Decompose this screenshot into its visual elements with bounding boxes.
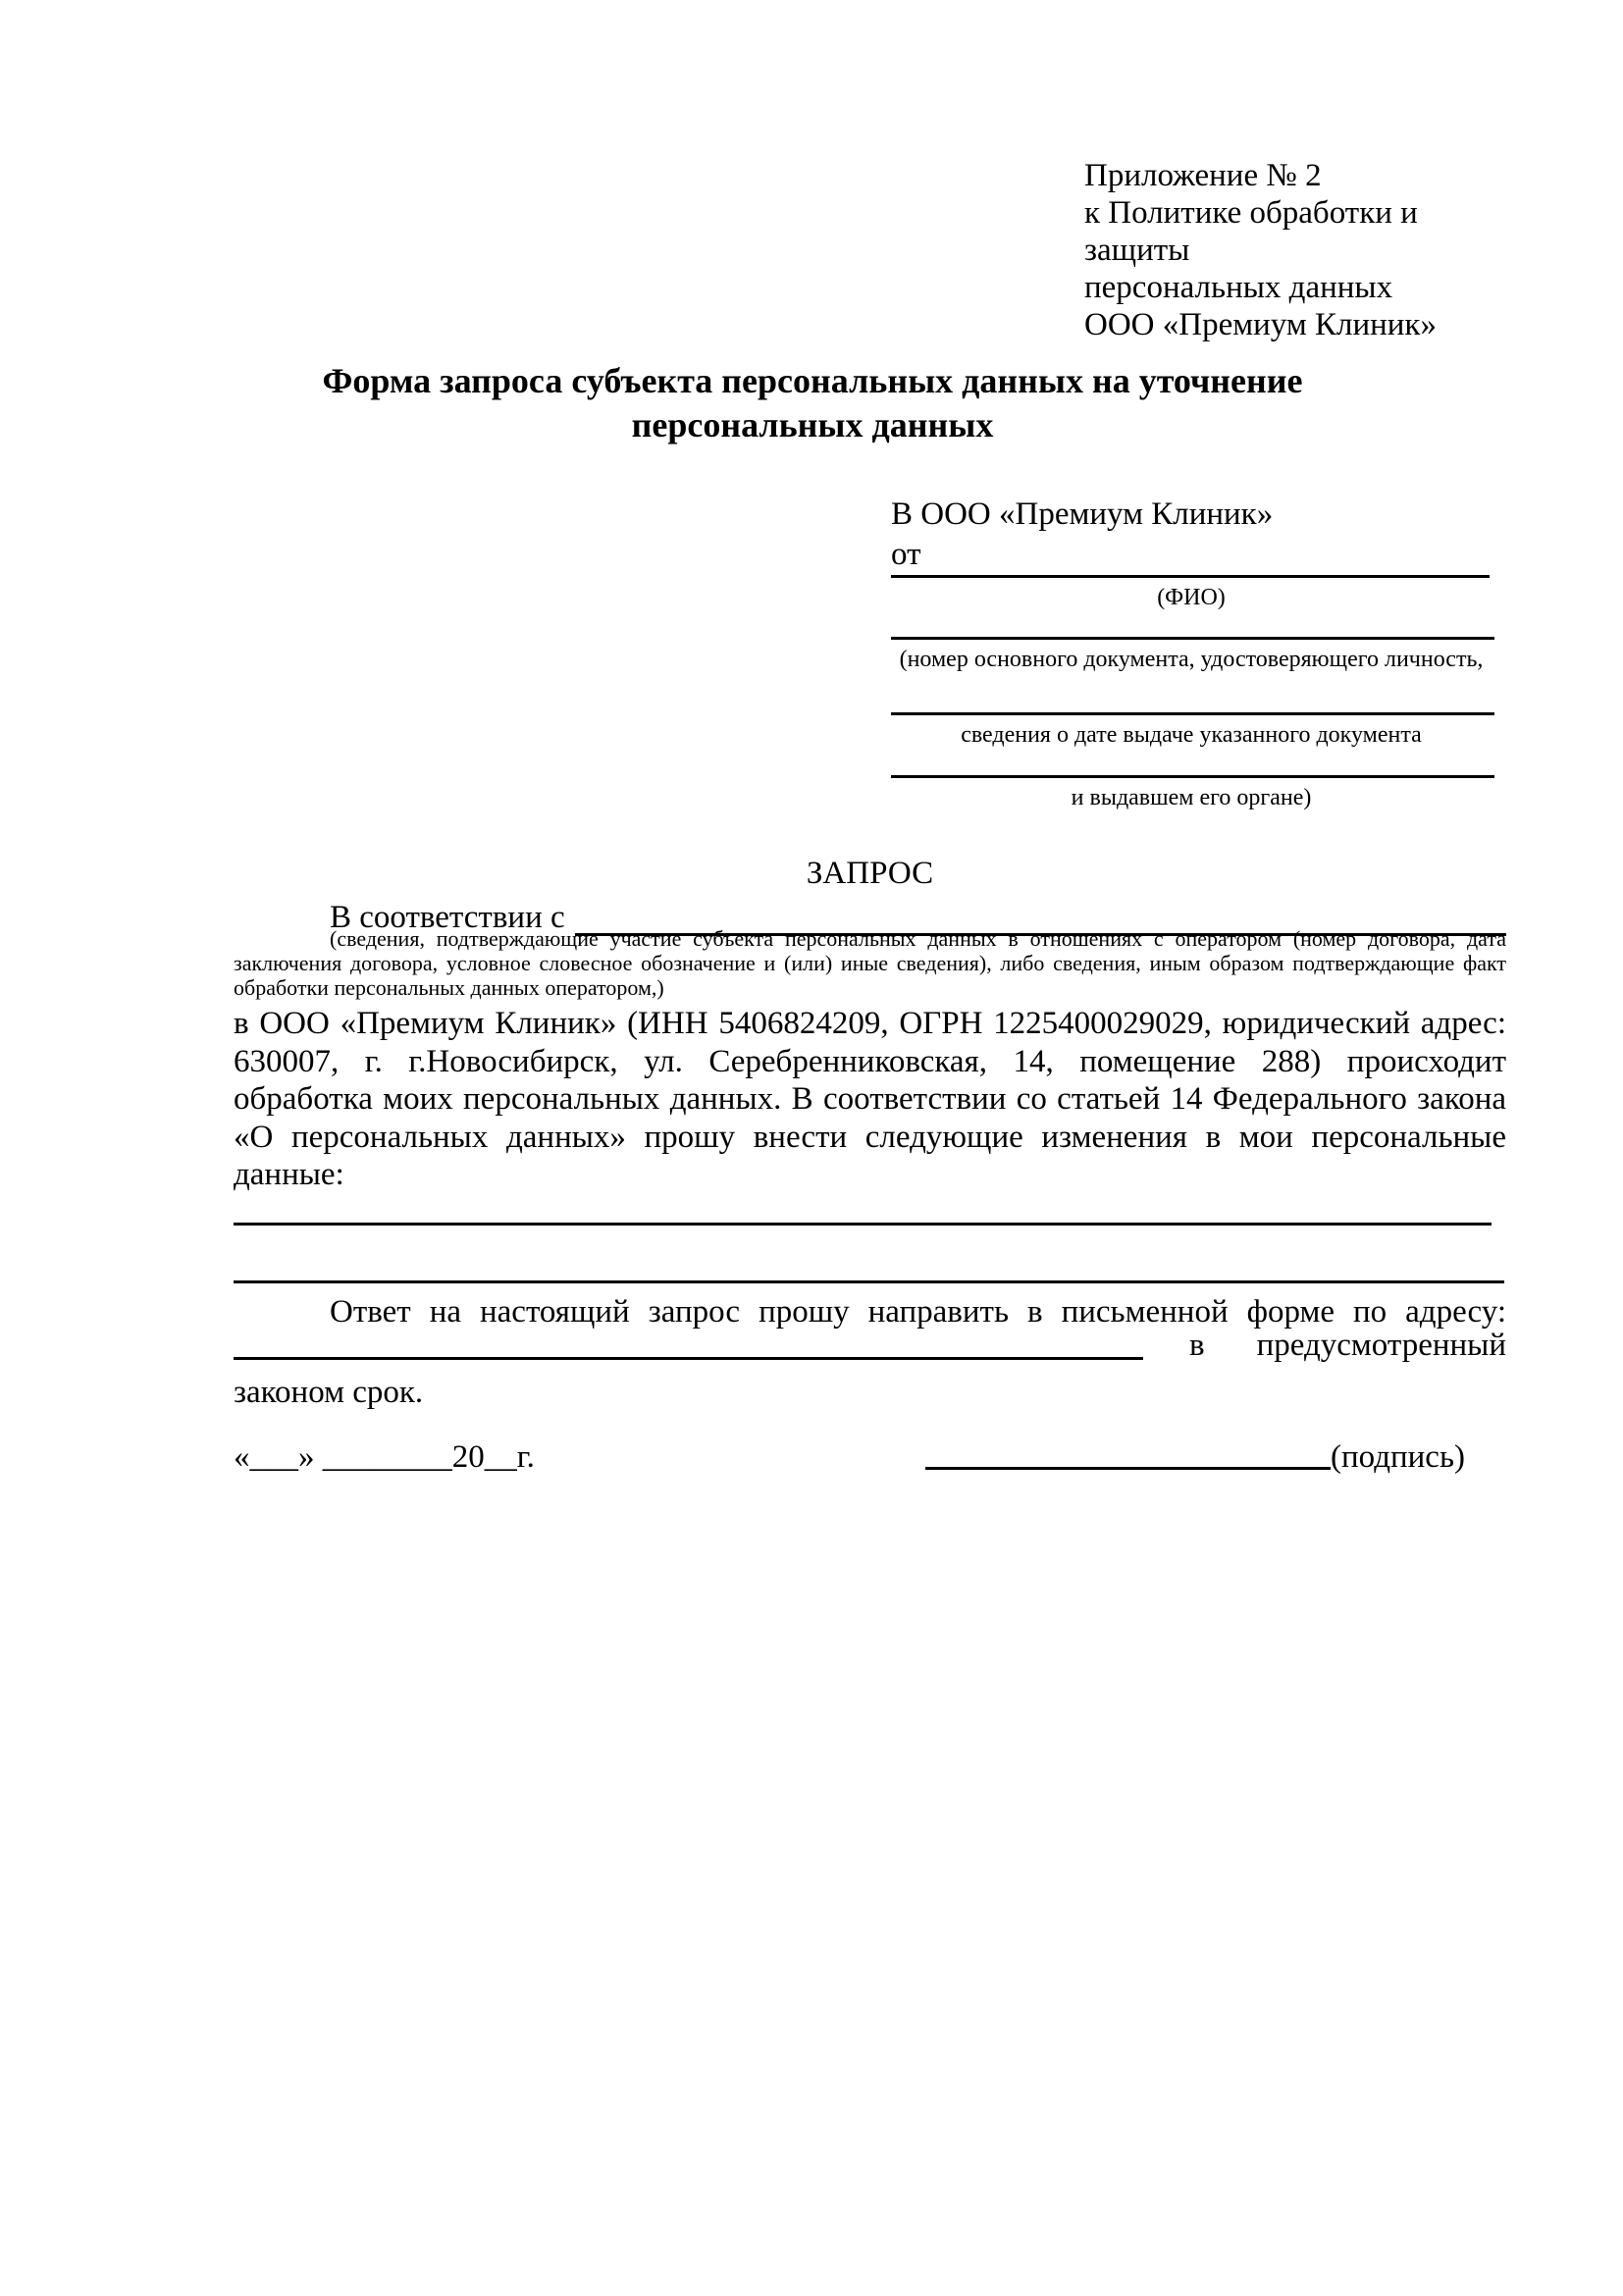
fio-caption: (ФИО) — [1157, 585, 1226, 610]
issuing-authority-blank-line — [891, 775, 1494, 778]
reply-address-blank-line — [234, 1357, 1143, 1360]
signature-caption: (подпись) — [1331, 1439, 1465, 1475]
request-heading: ЗАПРОС — [806, 856, 934, 891]
appendix-note-line: к Политике обработки и защиты — [1084, 195, 1418, 268]
intro-prefix: В соответствии с — [330, 900, 565, 935]
request-body-line: данные: — [234, 1157, 344, 1192]
appendix-note-line: ООО «Премиум Клиник» — [1084, 307, 1437, 342]
signature-blank-line — [925, 1467, 1331, 1470]
intro-footnote-line: обработки персональных данных оператором,) — [234, 975, 664, 1000]
reply-word-term: предусмотренный — [1256, 1328, 1506, 1363]
date-blank: «___» ________20__г. — [234, 1439, 535, 1475]
request-body — [234, 1005, 1506, 1194]
identity-doc-blank-line — [891, 637, 1494, 640]
request-body-line: в ООО «Премиум Клиник» (ИНН 5406824209, ОГРН 1225400029029, юридический адрес: — [234, 1006, 1506, 1041]
request-body-line: обработка моих персональных данных. В соответствии со статьей 14 Федерального закона — [234, 1081, 1506, 1117]
fio-blank-line — [891, 575, 1490, 578]
changes-blank-line-2 — [234, 1280, 1504, 1283]
addressee-from-label: от — [891, 537, 921, 572]
issue-date-blank-line — [891, 712, 1494, 715]
issue-date-caption: сведения о дате выдаче указанного документа — [961, 722, 1422, 748]
page-title — [175, 359, 1450, 447]
request-body-line: 630007, г. г.Новосибирск, ул. Серебренниковская, 14, помещение 288) происходит — [234, 1043, 1506, 1079]
intro-footnote-line: заключения договора, условное словесное обозначение и (или) иные сведения), либо сведения, иным образом подтверждающие факт — [234, 951, 1506, 975]
request-body-line: «О персональных данных» прошу внести следующие изменения в мои персональные — [234, 1119, 1506, 1155]
intro-footnote — [234, 926, 1506, 1000]
appendix-note-line: персональных данных — [1084, 270, 1393, 305]
reply-tail: законом срок. — [234, 1375, 424, 1410]
issuing-authority-caption: и выдавшем его органе) — [1071, 785, 1312, 810]
appendix-note-line: Приложение № 2 — [1084, 158, 1322, 193]
reply-sentence: Ответ на настоящий запрос прошу направить в письменной форме по адресу: — [330, 1294, 1506, 1330]
identity-doc-caption: (номер основного документа, удостоверяющего личность, — [899, 647, 1484, 672]
page-title-line: персональных данных — [631, 405, 994, 444]
changes-blank-line-1 — [234, 1223, 1492, 1226]
reply-word-v: в — [1189, 1328, 1205, 1363]
intro-footnote-line: (сведения, подтверждающие участие субъекта персональных данных в отношениях с оператором (номер договора, дата — [330, 926, 1506, 951]
page-title-line: Форма запроса субъекта персональных данных на уточнение — [322, 361, 1303, 400]
appendix-note — [1084, 157, 1521, 343]
addressee-to: В ООО «Премиум Клиник» — [891, 496, 1274, 532]
